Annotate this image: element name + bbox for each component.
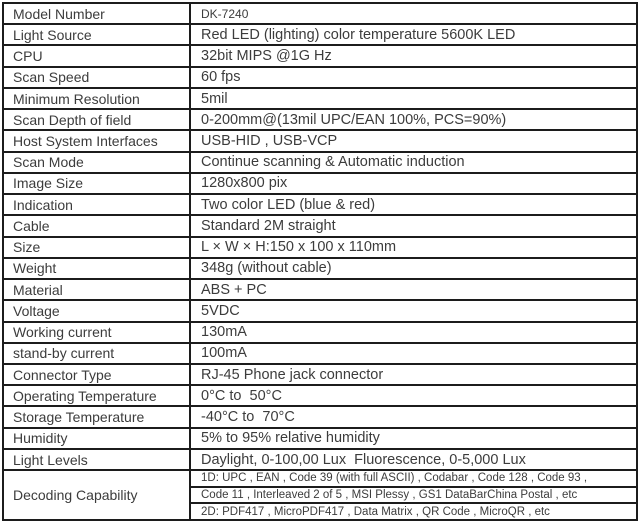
spec-label: Scan Mode — [3, 152, 190, 173]
spec-value: USB-HID , USB-VCP — [190, 130, 637, 151]
spec-value: 32bit MIPS @1G Hz — [190, 45, 637, 66]
table-row — [3, 258, 637, 279]
spec-label: Scan Speed — [3, 67, 190, 88]
spec-value: 5mil — [190, 88, 637, 109]
table-row — [3, 173, 637, 194]
spec-label: Minimum Resolution — [3, 88, 190, 109]
table-row — [3, 406, 637, 427]
spec-value: 1280x800 pix — [190, 173, 637, 194]
table-row — [3, 130, 637, 151]
spec-label: Host System Interfaces — [3, 130, 190, 151]
spec-label: Material — [3, 279, 190, 300]
spec-label: Light Levels — [3, 449, 190, 470]
spec-label: Cable — [3, 215, 190, 236]
spec-label: Weight — [3, 258, 190, 279]
table-row — [3, 237, 637, 258]
spec-label: Working current — [3, 322, 190, 343]
spec-value: DK-7240 — [190, 3, 637, 24]
spec-value: 100mA — [190, 343, 637, 364]
spec-label: Indication — [3, 194, 190, 215]
spec-label: Operating Temperature — [3, 385, 190, 406]
spec-table — [2, 2, 638, 521]
table-row — [3, 343, 637, 364]
spec-value: Continue scanning & Automatic induction — [190, 152, 637, 173]
spec-value: 60 fps — [190, 67, 637, 88]
spec-value: 130mA — [190, 322, 637, 343]
table-row — [3, 152, 637, 173]
spec-value-decoding-line: Code 11 , Interleaved 2 of 5 , MSI Plessy , GS1 DataBarChina Postal , etc — [190, 487, 637, 504]
table-row — [3, 194, 637, 215]
table-row — [3, 279, 637, 300]
table-row — [3, 364, 637, 385]
spec-label: Model Number — [3, 3, 190, 24]
spec-value-decoding-line: 2D: PDF417 , MicroPDF417 , Data Matrix , QR Code , MicroQR , etc — [190, 503, 637, 520]
spec-value: -40°C to 70°C — [190, 406, 637, 427]
table-row — [3, 24, 637, 45]
spec-value: 5VDC — [190, 300, 637, 321]
spec-label: Connector Type — [3, 364, 190, 385]
table-row — [3, 300, 637, 321]
spec-table-body — [3, 3, 637, 520]
table-row — [3, 3, 637, 24]
spec-label: Humidity — [3, 428, 190, 449]
spec-label: CPU — [3, 45, 190, 66]
spec-label: stand-by current — [3, 343, 190, 364]
spec-value: Standard 2M straight — [190, 215, 637, 236]
spec-value: 0°C to 50°C — [190, 385, 637, 406]
spec-value: 348g (without cable) — [190, 258, 637, 279]
spec-value: Two color LED (blue & red) — [190, 194, 637, 215]
table-row — [3, 449, 637, 470]
spec-label: Storage Temperature — [3, 406, 190, 427]
table-row — [3, 67, 637, 88]
spec-label: Scan Depth of field — [3, 109, 190, 130]
table-row — [3, 88, 637, 109]
table-row — [3, 45, 637, 66]
spec-label: Voltage — [3, 300, 190, 321]
spec-value: Daylight, 0-100,00 Lux Fluorescence, 0-5,000 Lux — [190, 449, 637, 470]
spec-label: Size — [3, 237, 190, 258]
spec-value: L × W × H:150 x 100 x 110mm — [190, 237, 637, 258]
spec-label: Image Size — [3, 173, 190, 194]
spec-label: Light Source — [3, 24, 190, 45]
spec-value-decoding-line: 1D: UPC , EAN , Code 39 (with full ASCII) , Codabar , Code 128 , Code 93 , — [190, 470, 637, 487]
spec-value: Red LED (lighting) color temperature 5600K LED — [190, 24, 637, 45]
table-row — [3, 215, 637, 236]
table-row-decoding — [3, 470, 637, 487]
table-row — [3, 322, 637, 343]
spec-label-decoding: Decoding Capability — [3, 470, 190, 520]
spec-value: ABS + PC — [190, 279, 637, 300]
spec-value: RJ-45 Phone jack connector — [190, 364, 637, 385]
spec-value: 5% to 95% relative humidity — [190, 428, 637, 449]
table-row — [3, 428, 637, 449]
spec-value: 0-200mm@(13mil UPC/EAN 100%, PCS=90%) — [190, 109, 637, 130]
table-row — [3, 109, 637, 130]
table-row — [3, 385, 637, 406]
